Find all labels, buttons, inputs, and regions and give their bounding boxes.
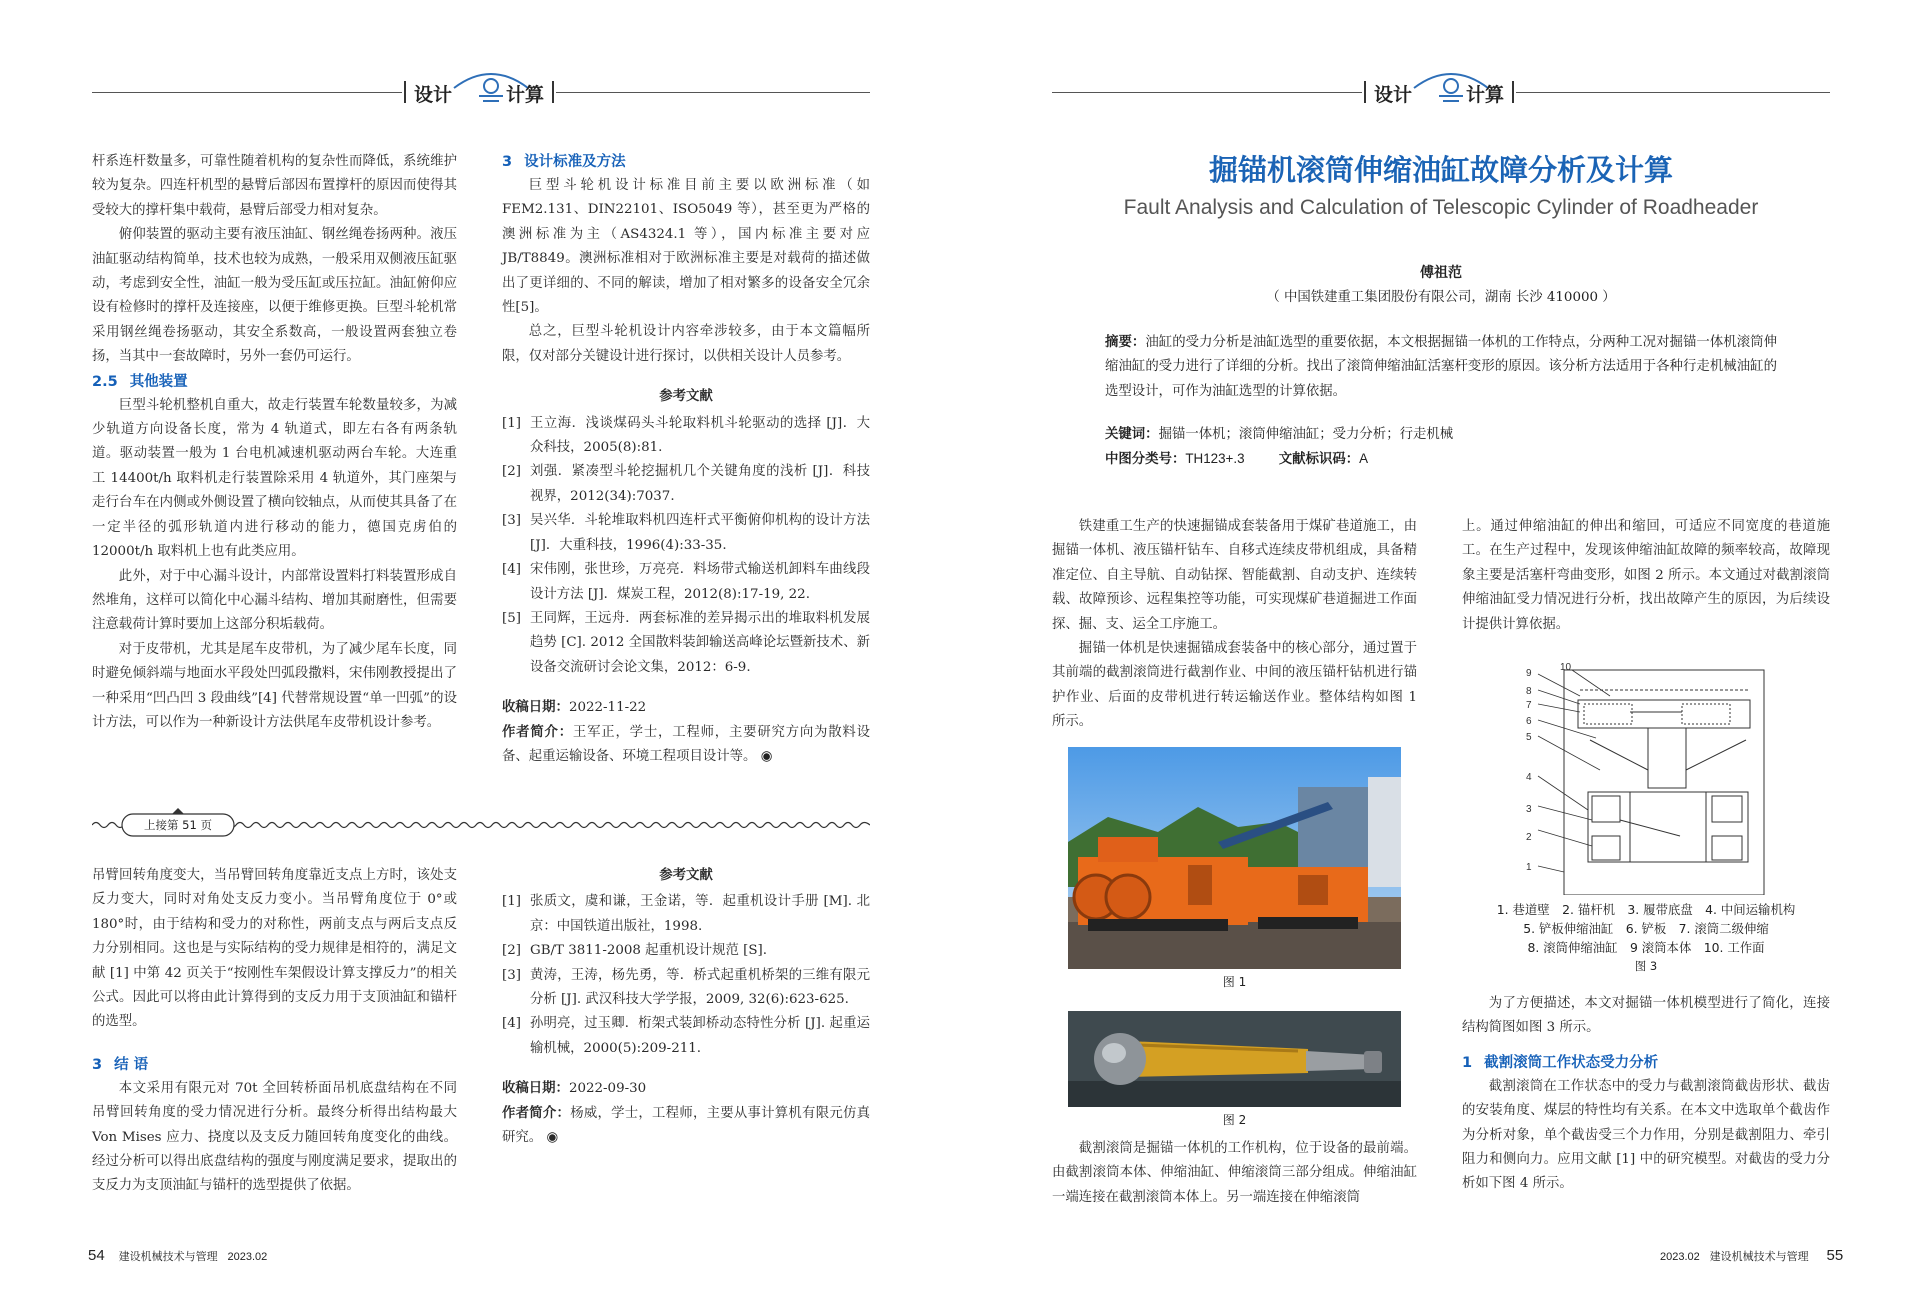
references-heading: 参考文献 xyxy=(659,389,713,405)
paragraph: 为了方便描述，本文对掘锚一体机模型进行了简化，连接结构简图如图 3 所示。 xyxy=(1462,996,1830,1036)
legend-line: 5. 铲板伸缩油缸 6. 铲板 7. 滚筒二级伸缩 xyxy=(1523,921,1769,936)
paragraph: 俯仰装置的驱动主要有液压油缸、钢丝绳卷扬两种。液压油缸驱动结构简单，技术也较为成熟，一般采用双侧液压缸驱动，考虑到安全性，油缸一般为受压缸或压拉缸。油缸俯仰应设有检修时的撑杆及连接座，以便于维修更换。巨型斗轮机常采用钢丝绳卷扬驱动，其安全系数高，一般设置两套独立卷扬，当其中一套故障时，另外一套仍可运行。 xyxy=(92,227,457,365)
reference-item xyxy=(502,964,870,1013)
paragraph: 截割滚筒是掘锚一体机的工作机构，位于设备的最前端。由截割滚筒本体、伸缩油缸、伸缩滚筒三部分组成。伸缩油缸一端连接在截割滚筒本体上。另一端连接在伸缩滚筒 xyxy=(1052,1141,1417,1205)
header-word-calc: 计算 xyxy=(1466,84,1505,106)
right-footer xyxy=(1660,1247,1843,1264)
figure-3-label: 6 xyxy=(1526,716,1532,727)
end-mark-icon: ◉ xyxy=(546,1130,559,1146)
reference-item xyxy=(502,939,870,963)
reference-number: [1] xyxy=(502,894,521,910)
reference-text: 王立海．浅谈煤码头斗轮取料机斗轮驱动的选择 [J]．大众科技，2005(8):81. xyxy=(530,415,870,456)
reference-number: [3] xyxy=(502,967,521,983)
figure-3-label: 7 xyxy=(1526,700,1532,711)
received-date: 收稿日期：2022-09-30 xyxy=(502,1081,647,1097)
figure-3-label: 4 xyxy=(1526,772,1532,783)
issue: 2023.02 xyxy=(1660,1251,1700,1263)
end-mark-icon: ◉ xyxy=(760,748,773,764)
right-col2-top xyxy=(1462,515,1830,637)
paragraph: 掘锚一体机是快速掘锚成套装备中的核心部分，通过置于其前端的截割滚筒进行截割作业、中间的液压锚杆钻机进行锚护作业、后面的皮带机进行转运输送作业。整体结构如图 1 所示。 xyxy=(1052,641,1417,730)
figure-3-legend xyxy=(1462,900,1830,976)
header-rule xyxy=(1052,92,1362,93)
keywords: 关键词：掘锚一体机；滚筒伸缩油缸；受力分析；行走机械 xyxy=(1105,427,1454,442)
header-divider xyxy=(552,81,554,103)
received-date: 收稿日期：2022-11-22 xyxy=(502,700,647,716)
left-col2-top xyxy=(502,150,870,769)
figure-3-label: 10 xyxy=(1560,662,1572,673)
reference-number: [4] xyxy=(502,562,521,578)
reference-item xyxy=(502,412,870,461)
section-heading: 3 设计标准及方法 xyxy=(502,154,626,170)
figure-3-label: 5 xyxy=(1526,732,1532,743)
left-col1-top xyxy=(92,150,457,735)
reference-number: [2] xyxy=(502,464,521,480)
issue: 2023.02 xyxy=(227,1251,268,1263)
legend-line: 8. 滚筒伸缩油缸 9 滚筒本体 10. 工作面 xyxy=(1527,940,1765,955)
continuation-tag[interactable]: 上接第 51 页 xyxy=(144,818,212,832)
reference-item xyxy=(502,558,870,607)
right-col1-bottom xyxy=(1052,1137,1417,1210)
paragraph: 巨型斗轮机整机自重大，故走行装置车轮数量较多，为减少轨道方向设备长度，常为 4 轨道式，即左右各有两条轨道。驱动装置一般为 1 台电机减速机驱动两台车轮。大连重工 14400t/h 取料机走行装置除采用 4 轨道外，其门座架与走行台车在内侧或外侧设置了横向铰轴点，从而使其具备了在一定半径的弧形轨道内进行移动的能力，德国克虏伯的 12000t/h 取料机上也有此类应用。 xyxy=(92,397,457,560)
reference-item xyxy=(502,890,870,939)
paragraph: 上。通过伸缩油缸的伸出和缩回，可适应不同宽度的巷道施工。在生产过程中，发现该伸缩油缸故障的频率较高，故障现象主要是活塞杆弯曲变形，如图 2 所示。本文通过对截割滚筒伸缩油缸受力情况进行分析，找出故障产生的原因，为后续设计提供计算依据。 xyxy=(1462,519,1830,632)
references-heading: 参考文献 xyxy=(659,868,713,883)
paragraph: 此外，对于中心漏斗设计，内部常设置料打料装置形成自然堆角，这样可以简化中心漏斗结构、增加其耐磨性，但需要注意载荷计算时要加上这部分积垢载荷。 xyxy=(92,568,457,633)
section-heading: 3 结 语 xyxy=(92,1056,149,1073)
page-number: 54 xyxy=(88,1247,105,1264)
section-heading: 1 截割滚筒工作状态受力分析 xyxy=(1462,1054,1659,1071)
reference-text: GB/T 3811-2008 起重机设计规范 [S]. xyxy=(530,943,768,959)
right-col1-top xyxy=(1052,515,1417,735)
figure-3-diagram xyxy=(1520,660,1780,895)
reference-number: [1] xyxy=(502,415,521,431)
figure-2-photo xyxy=(1068,1011,1401,1107)
reference-text: 吴兴华．斗轮堆取料机四连杆式平衡俯仰机构的设计方法 [J]．大重科技，1996(4):33-35. xyxy=(530,513,870,553)
abstract: 摘要：油缸的受力分析是油缸选型的重要依据，本文根据掘锚一体机的工作特点，分两种工况对掘锚一体机滚筒伸缩油缸的受力进行了详细的分析。找出了滚筒伸缩油缸活塞杆变形的原因。该分析方法适用于各种行走机械油缸的选型设计，可作为油缸选型的计算依据。 xyxy=(1105,335,1778,399)
left-col1-bottom xyxy=(92,864,457,1199)
reference-text: 张质文，虞和谦，王金诺，等．起重机设计手册 [M]. 北京：中国铁道出版社，1998. xyxy=(530,894,870,934)
reference-item xyxy=(502,509,870,558)
right-col2-bottom xyxy=(1462,992,1830,1197)
reference-item xyxy=(502,460,870,509)
reference-number: [3] xyxy=(502,513,521,529)
page-number: 55 xyxy=(1826,1247,1844,1264)
paragraph: 本文采用有限元对 70t 全回转桥面吊机底盘结构在不同吊臂回转角度的受力情况进行分析。最终分析得出结构最大 Von Mises 应力、挠度以及支反力随回转角度变化的曲线。经过分析可以得出底盘结构的强度与刚度满足要求，提取出的支反力为支顶油缸与锚杆的选型提供了依据。 xyxy=(92,1080,457,1194)
journal-name: 建设机械技术与管理 xyxy=(1709,1251,1809,1263)
header-divider xyxy=(404,81,406,103)
reference-number: [2] xyxy=(502,943,521,959)
reference-item xyxy=(502,607,870,680)
figure-1-caption: 图 1 xyxy=(1222,975,1247,989)
author-bio: 作者简介：王军正，学士，工程师，主要研究方向为散料设备、起重运输设备、环境工程项目设计等。 ◉ xyxy=(502,724,870,764)
header-divider xyxy=(1364,81,1366,103)
article-author: 傅祖范 xyxy=(1420,265,1462,281)
figure-3-label: 3 xyxy=(1526,804,1532,815)
header-rule xyxy=(1516,92,1830,93)
journal-name: 建设机械技术与管理 xyxy=(118,1251,218,1263)
reference-list xyxy=(502,412,870,680)
left-col2-bottom xyxy=(502,864,870,1150)
figure-3-label: 1 xyxy=(1526,862,1532,873)
header-word-calc: 计算 xyxy=(506,84,545,106)
classification: 中图分类号：TH123+.3 文献标识码：A xyxy=(1105,451,1369,467)
header-word-design: 设计 xyxy=(1374,84,1413,106)
reference-text: 孙明亮，过玉卿．桁架式装卸桥动态特性分析 [J]. 起重运输机械，2000(5):209-211. xyxy=(530,1016,870,1056)
reference-number: [5] xyxy=(502,610,521,626)
section-heading: 2.5 其他装置 xyxy=(92,373,188,390)
header-word-design: 设计 xyxy=(414,84,453,106)
figure-3-caption: 图 3 xyxy=(1634,959,1658,973)
paragraph: 对于皮带机，尤其是尾车皮带机，为了减少尾车长度，同时避免倾斜端与地面水平段处凹弧段撒料，宋伟刚教授提出了一种采用“凹凸凹 3 段曲线”[4] 代替常规设置“单一凹弧”的设计方法，可以作为一种新设计方法供尾车皮带机设计参考。 xyxy=(92,641,457,730)
reference-text: 宋伟刚，张世珍，万亮亮．料场带式输送机卸料车曲线段设计方法 [J]．煤炭工程，2012(8):17-19, 22. xyxy=(530,562,870,602)
article-title: 掘锚机滚筒伸缩油缸故障分析及计算 xyxy=(1208,153,1673,187)
reference-text: 刘强．紧凑型斗轮挖掘机几个关键角度的浅析 [J]．科技视界，2012(34):7037. xyxy=(530,464,870,504)
paragraph: 吊臂回转角度变大，当吊臂回转角度靠近支点上方时，该处支反力变大，同时对角处支反力变小。当吊臂角度位于 0°或 180°时，由于结构和受力的对称性，两前支点与两后支点反力分别相同。这也是与实际结构的受力规律是相符的，满足文献 [1] 中第 42 页关于“按刚性车架假设计算支撑反力”的相关公式。因此可以将由此计算得到的支反力用于支顶油缸和锚杆的选型。 xyxy=(92,868,457,1030)
reference-number: [4] xyxy=(502,1016,521,1032)
author-bio: 作者简介：杨威，学士，工程师，主要从事计算机有限元仿真研究。 ◉ xyxy=(502,1105,871,1146)
paragraph: 截割滚筒在工作状态中的受力与截割滚筒截齿形状、截齿的安装角度、煤层的特性均有关系。在本文中选取单个截齿作为分析对象，单个截齿受三个力作用，分别是截割阻力、牵引阻力和侧向力。应用文献 [1] 中的研究模型。对截齿的受力分析如下图 4 所示。 xyxy=(1462,1078,1830,1192)
reference-item xyxy=(502,1012,870,1061)
reference-text: 黄涛，王涛，杨先勇，等．桥式起重机桥架的三维有限元分析 [J]. 武汉科技大学学报，2009, 32(6):623-625. xyxy=(530,967,870,1008)
figure-2-caption: 图 2 xyxy=(1222,1113,1247,1127)
figure-3-label: 2 xyxy=(1526,832,1532,843)
reference-list xyxy=(502,890,870,1061)
figure-3-label: 9 xyxy=(1526,668,1532,679)
left-footer xyxy=(88,1247,267,1264)
paragraph: 巨型斗轮机设计标准目前主要以欧洲标准（如 FEM2.131、DIN22101、ISO5049 等），甚至更为严格的澳洲标准为主（AS4324.1 等），国内标准主要对应 JB/T8849。澳洲标准相对于欧洲标准主要是对载荷的描述做出了更详细的、不同的解读，增加了相对繁多的设备安全冗余性[5]。 xyxy=(502,178,870,316)
paragraph: 杆系连杆数量多，可靠性随着机构的复杂性而降低，系统维护较为复杂。四连杆机型的悬臂后部因布置撑杆的原因而使得其受较大的撑杆集中载荷，悬臂后部受力相对复杂。 xyxy=(92,154,457,218)
header-rule xyxy=(92,92,402,93)
legend-line: 1. 巷道壁 2. 锚杆机 3. 履带底盘 4. 中间运输机构 xyxy=(1496,902,1796,917)
figure-3-label: 8 xyxy=(1526,686,1532,697)
paragraph: 总之，巨型斗轮机设计内容牵涉较多，由于本文篇幅所限，仅对部分关键设计进行探讨，以供相关设计人员参考。 xyxy=(502,324,870,364)
header-divider xyxy=(1512,81,1514,103)
reference-text: 王同辉，王远舟．两套标准的差异揭示出的堆取料机发展趋势 [C]. 2012 全国散料装卸输送高峰论坛暨新技术、新设备交流研讨会论文集，2012：6-9. xyxy=(530,610,870,675)
article-affiliation: （ 中国铁建重工集团股份有限公司，湖南 长沙 410000 ） xyxy=(1266,290,1616,305)
article-title-en: Fault Analysis and Calculation of Telescopic Cylinder of Roadheader xyxy=(1123,196,1759,219)
paragraph: 铁建重工生产的快速掘锚成套装备用于煤矿巷道施工，由掘锚一体机、液压锚杆钻车、自移式连续皮带机组成，具备精准定位、自主导航、自动钻探、智能截割、自动支护、连续转载、故障预诊、远程集控等功能，可实现煤矿巷道掘进工作面探、掘、支、运全工序施工。 xyxy=(1052,519,1417,632)
header-rule xyxy=(556,92,870,93)
figure-1-photo xyxy=(1068,747,1401,969)
